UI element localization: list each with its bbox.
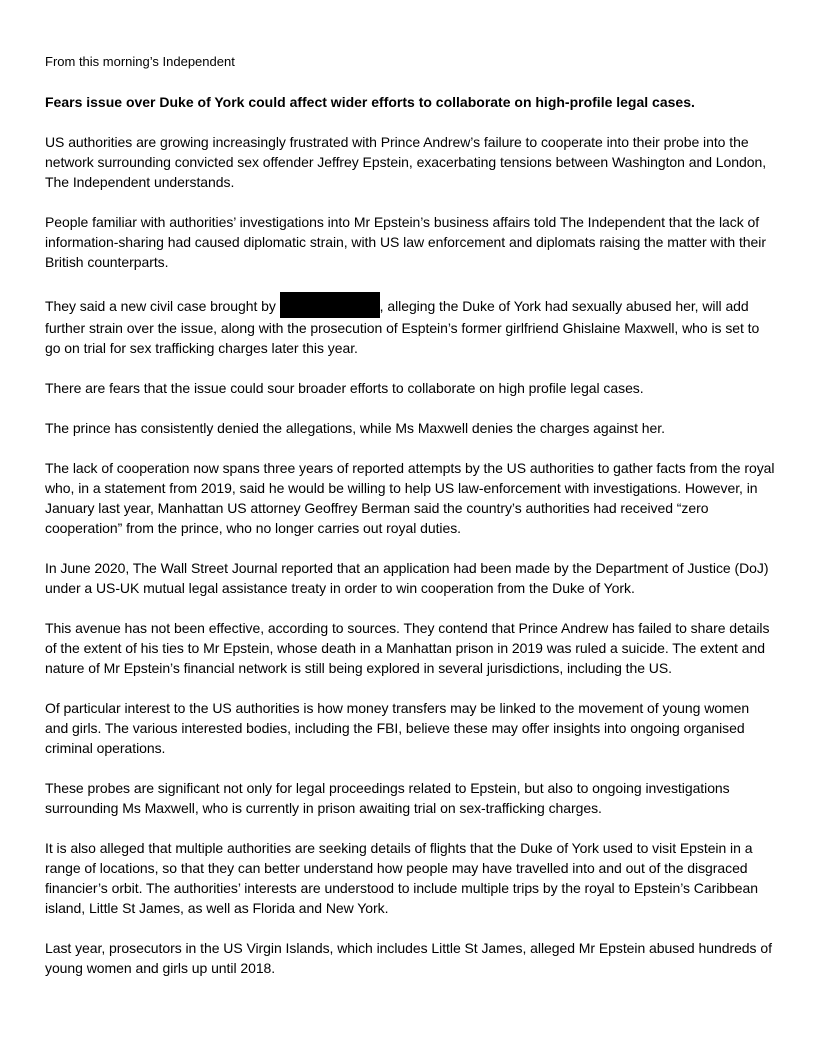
paragraph-3-before-redaction: They said a new civil case brought by bbox=[45, 298, 280, 314]
paragraph-5: The prince has consistently denied the allegations, while Ms Maxwell denies the charges against her. bbox=[45, 420, 665, 436]
redaction-block bbox=[280, 292, 380, 318]
paragraph-3-after-redaction: , alleging the Duke of York had sexually abused her, will add further strain over the issue, along with the prosecution of Esptein’s former girlfriend Ghislaine Maxwell, who is set to go on trial for sex trafficking charges later this year. bbox=[45, 298, 760, 356]
paragraph-3 bbox=[45, 292, 775, 358]
source-line: From this morning’s Independent bbox=[45, 54, 235, 69]
paragraph-10: These probes are significant not only for legal proceedings related to Epstein, but also to ongoing investigations surrounding Ms Maxwell, who is currently in prison awaiting trial on sex-trafficking charges. bbox=[45, 780, 730, 816]
document-page bbox=[45, 52, 775, 998]
paragraph-4: There are fears that the issue could sour broader efforts to collaborate on high profile legal cases. bbox=[45, 380, 644, 396]
paragraph-2: People familiar with authorities’ investigations into Mr Epstein’s business affairs told The Independent that the lack of information-sharing had caused diplomatic strain, with US law enforcement and diplomats raising the matter with their British counterparts. bbox=[45, 214, 766, 270]
headline: Fears issue over Duke of York could affect wider efforts to collaborate on high-profile legal cases. bbox=[45, 94, 695, 110]
paragraph-9: Of particular interest to the US authorities is how money transfers may be linked to the movement of young women and girls. The various interested bodies, including the FBI, believe these may offer insights into ongoing organised criminal operations. bbox=[45, 700, 750, 756]
paragraph-1: US authorities are growing increasingly frustrated with Prince Andrew’s failure to cooperate into their probe into the network surrounding convicted sex offender Jeffrey Epstein, exacerbating tensions between Washington and London, The Independent understands. bbox=[45, 134, 767, 190]
paragraph-11: It is also alleged that multiple authorities are seeking details of flights that the Duke of York used to visit Epstein in a range of locations, so that they can better understand how people may have travelled into and out of the disgraced financier’s orbit. The authorities’ interests are understood to include multiple trips by the royal to Epstein’s Caribbean island, Little St James, as well as Florida and New York. bbox=[45, 840, 758, 916]
paragraph-8: This avenue has not been effective, according to sources. They contend that Prince Andrew has failed to share details of the extent of his ties to Mr Epstein, whose death in a Manhattan prison in 2019 was ruled a suicide. The extent and nature of Mr Epstein’s financial network is still being explored in several jurisdictions, including the US. bbox=[45, 620, 770, 676]
paragraph-6: The lack of cooperation now spans three years of reported attempts by the US authorities to gather facts from the royal who, in a statement from 2019, said he would be willing to help US law-enforcement with investigations. However, in January last year, Manhattan US attorney Geoffrey Berman said the country’s authorities had received “zero cooperation” from the prince, who no longer carries out royal duties. bbox=[45, 460, 775, 536]
paragraph-7: In June 2020, The Wall Street Journal reported that an application had been made by the Department of Justice (DoJ) under a US-UK mutual legal assistance treaty in order to win cooperation from the Duke of York. bbox=[45, 560, 769, 596]
paragraph-12: Last year, prosecutors in the US Virgin Islands, which includes Little St James, alleged Mr Epstein abused hundreds of young women and girls up until 2018. bbox=[45, 940, 772, 976]
